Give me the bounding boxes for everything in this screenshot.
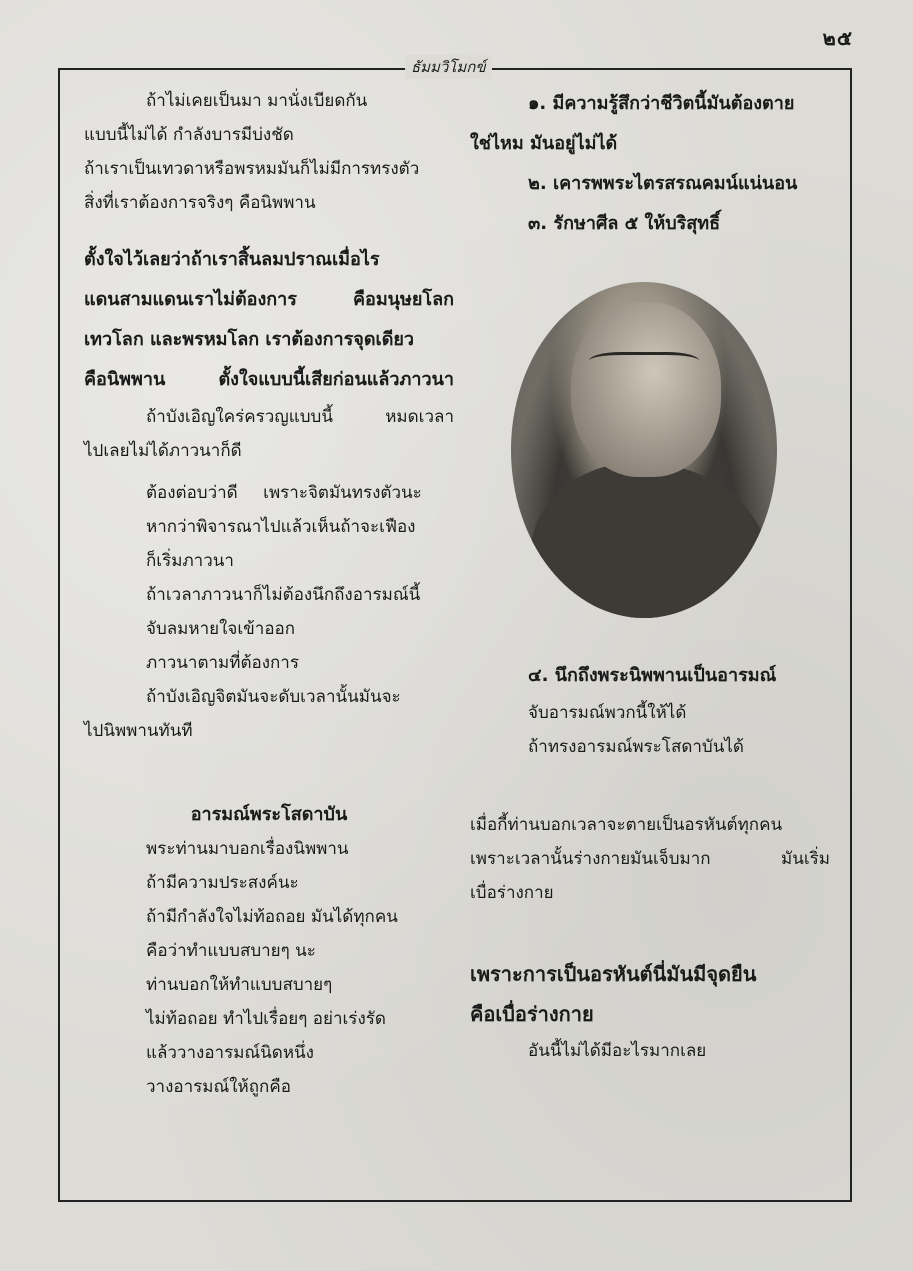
text-line: พระท่านมาบอกเรื่องนิพพาน — [146, 839, 349, 859]
text-line — [470, 842, 830, 876]
page-number: ๒๕ — [822, 26, 853, 50]
text-line: อันนี้ไม่ได้มีอะไรมากเลย — [528, 1041, 707, 1061]
text-line: วางอารมณ์ให้ถูกคือ — [146, 1077, 291, 1097]
right-column — [470, 84, 830, 244]
text-line: ถ้าเวลาภาวนาก็ไม่ต้องนึกถึงอารมณ์นี้ — [146, 585, 421, 605]
text-line: เบื่อร่างกาย — [470, 883, 554, 903]
text-line: ไม่ท้อถอย ทำไปเรื่อยๆ อย่าเร่งรัด — [146, 1009, 386, 1029]
text-fragment: เพราะจิตมันทรงตัวนะ — [263, 483, 422, 503]
text-line: ถ้าบังเอิญจิตมันจะดับเวลานั้นมันจะ — [146, 687, 401, 707]
text-fragment: แดนสามแดนเราไม่ต้องการ — [84, 289, 297, 310]
bold-text-line: ตั้งใจไว้เลยว่าถ้าเราสิ้นลมปราณเมื่อไร — [84, 249, 380, 270]
text-line: ไปเลยไม่ได้ภาวนาก็ดี — [84, 441, 242, 461]
list-item: ๔. นึกถึงพระนิพพานเป็นอารมณ์ — [528, 665, 777, 686]
text-line: ถ้าไม่เคยเป็นมา มานั่งเบียดกัน — [146, 91, 368, 111]
text-fragment: คือมนุษยโลก — [352, 289, 454, 310]
list-item: ๑. มีความรู้สึกว่าชีวิตนี้มันต้องตาย — [528, 93, 795, 114]
text-fragment: ต้องต่อบว่าดี — [146, 483, 238, 503]
text-line: จับอารมณ์พวกนี้ให้ได้ — [528, 703, 687, 723]
text-line — [84, 400, 454, 434]
text-fragment: ตั้งใจแบบนี้เสียก่อนแล้วภาวนา — [218, 369, 454, 390]
text-line: จับลมหายใจเข้าออก — [146, 619, 296, 639]
text-fragment: หมดเวลา — [385, 407, 454, 427]
text-line: ท่านบอกให้ทำแบบสบายๆ — [146, 975, 333, 995]
text-line — [84, 476, 454, 510]
text-fragment: คือนิพพาน — [84, 369, 166, 390]
bold-text-line — [84, 360, 454, 400]
glasses-shape — [589, 352, 699, 381]
robe-shape — [531, 462, 771, 618]
text-line: คือว่าทำแบบสบายๆ นะ — [146, 941, 316, 961]
right-column-lower — [470, 656, 830, 1068]
text-line: แบบนี้ไม่ได้ กำลังบารมีบ่งชัด — [84, 125, 294, 145]
list-item-continuation: ใช่ไหม มันอยู่ไม่ได้ — [470, 133, 618, 154]
list-item: ๓. รักษาศีล ๕ ให้บริสุทธิ์ — [528, 213, 721, 234]
text-line: ภาวนาตามที่ต้องการ — [146, 653, 299, 673]
running-header: ธัมมวิโมกข์ — [405, 55, 492, 79]
section-heading: อารมณ์พระโสดาบัน — [190, 804, 348, 825]
bold-text-line — [84, 280, 454, 320]
bold-text-line: เพราะการเป็นอรหันต์นี่มันมีจุดยืน — [470, 962, 757, 986]
text-line: ถ้ามีกำลังใจไม่ท้อถอย มันได้ทุกคน — [146, 907, 398, 927]
text-line: สิ่งที่เราต้องการจริงๆ คือนิพพาน — [84, 193, 316, 213]
text-line: ไปนิพพานทันที — [84, 721, 193, 741]
head-shape — [571, 302, 721, 477]
left-column — [84, 84, 454, 1104]
text-line: ถ้าเราเป็นเทวดาหรือพรหมมันก็ไม่มีการทรงตัว — [84, 159, 420, 179]
monk-portrait-photo — [511, 282, 777, 618]
list-item: ๒. เคารพพระไตรสรณคมน์แน่นอน — [528, 173, 798, 194]
text-line: เมื่อกี้ท่านบอกเวลาจะตายเป็นอรหันต์ทุกคน — [470, 815, 783, 835]
text-line: แล้ววางอารมณ์นิดหนึ่ง — [146, 1043, 314, 1063]
bold-text-line: คือเบื่อร่างกาย — [470, 1002, 594, 1026]
bold-text-line: เทวโลก และพรหมโลก เราต้องการจุดเดียว — [84, 329, 415, 350]
text-line: ถ้ามีความประสงค์นะ — [146, 873, 299, 893]
text-fragment: เพราะเวลานั้นร่างกายมันเจ็บมาก — [470, 849, 711, 869]
text-fragment: มันเริ่ม — [781, 849, 830, 869]
text-line: ก็เริ่มภาวนา — [146, 551, 234, 571]
text-line: หากว่าพิจารณาไปแล้วเห็นถ้าจะเฟือง — [146, 517, 416, 537]
text-line: ถ้าทรงอารมณ์พระโสดาบันได้ — [528, 737, 744, 757]
text-fragment: ถ้าบังเอิญใคร่ครวญแบบนี้ — [146, 407, 333, 427]
